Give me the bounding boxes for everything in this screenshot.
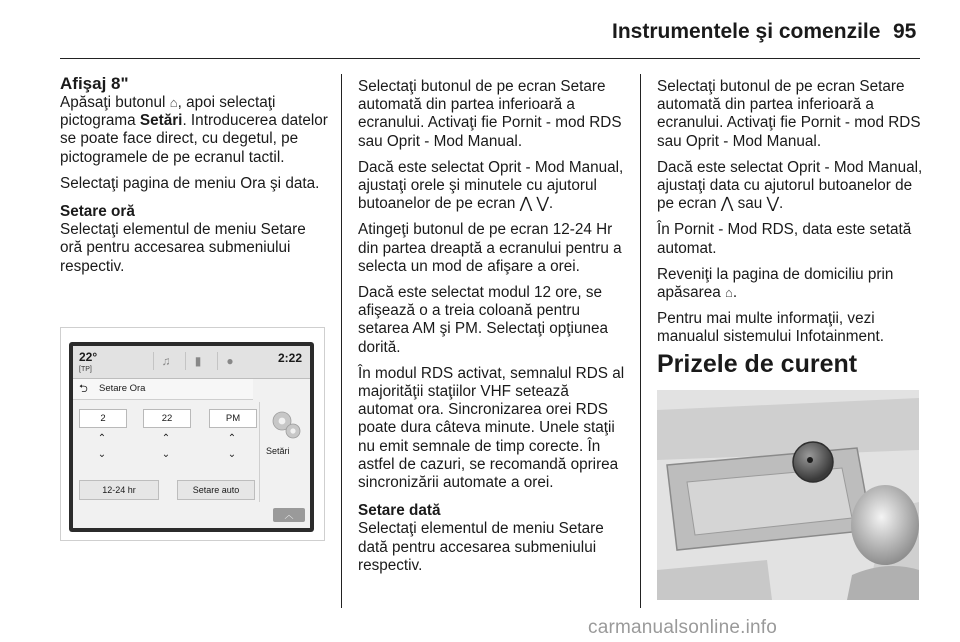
subheading-setare-ora: Setare oră bbox=[60, 203, 135, 221]
paragraph: Selectaţi pagina de meniu Ora şi data. bbox=[60, 174, 320, 192]
back-icon[interactable]: ⮌ bbox=[79, 383, 88, 395]
page-number: 95 bbox=[893, 20, 917, 43]
section-heading-prizele: Prizele de curent bbox=[657, 350, 858, 378]
page-header-title: Instrumentele şi comenzile bbox=[612, 20, 881, 43]
paragraph: Dacă este selectat Oprit - Mod Manual, ajustaţi data cu ajutorul butoanelor de pe ecran ⋀ sau ⋁. bbox=[657, 158, 923, 213]
ampm-down-button[interactable]: ⌄ bbox=[227, 449, 237, 460]
home-icon: ⌂ bbox=[169, 95, 178, 110]
paragraph bbox=[60, 94, 328, 167]
display-screen bbox=[73, 346, 310, 528]
12-24-hr-button[interactable]: 12-24 hr bbox=[79, 480, 159, 500]
phone-icon[interactable]: ▮ bbox=[185, 352, 210, 370]
section-heading-display: Afişaj 8" bbox=[60, 74, 129, 93]
text: Apăsaţi butonul bbox=[60, 94, 166, 111]
text: . Introducerea datelor se poate face direct, cu degetul, pe pictogramele de pe ecranul tactil. bbox=[60, 112, 328, 166]
gears-icon[interactable] bbox=[269, 408, 303, 442]
ampm-up-button[interactable]: ⌃ bbox=[227, 433, 237, 444]
settings-icon[interactable]: ● bbox=[217, 352, 242, 370]
paragraph bbox=[657, 266, 927, 302]
paragraph: Selectaţi butonul de pe ecran Setare automată din partea inferioară a ecranului. Activaţi fie Pornit - mod RDS sau Oprit - Mod Manual. bbox=[657, 78, 921, 150]
paragraph: Dacă este selectat Oprit - Mod Manual, ajustaţi orele şi minutele cu ajutorul butoanelor de pe ecran ⋀ ⋁. bbox=[358, 158, 624, 213]
header-rule bbox=[60, 58, 920, 59]
display-bezel bbox=[69, 342, 314, 532]
paragraph: Selectaţi butonul de pe ecran Setare automată din partea inferioară a ecranului. Activaţi fie Pornit - mod RDS sau Oprit - Mod Manual. bbox=[358, 78, 622, 150]
minute-value: 22 bbox=[143, 409, 191, 428]
home-icon: ⌂ bbox=[725, 285, 733, 301]
status-bar bbox=[73, 346, 310, 379]
column-2 bbox=[358, 78, 626, 583]
paragraph: Selectaţi elementul de meniu Setare dată pentru accesarea submeniului respectiv. bbox=[358, 520, 604, 574]
setare-auto-button[interactable]: Setare auto bbox=[177, 480, 255, 500]
setari-label: Setări bbox=[266, 446, 290, 456]
subheading-setare-data: Setare dată bbox=[358, 502, 441, 520]
temperature: 22° bbox=[79, 350, 98, 364]
divider bbox=[259, 402, 260, 502]
minute-down-button[interactable]: ⌄ bbox=[161, 449, 171, 460]
paragraph: Dacă este selectat modul 12 ore, se afişează o a treia coloană pentru setarea AM şi PM. Selectaţi opţiunea dorită. bbox=[358, 284, 608, 356]
hour-down-button[interactable]: ⌄ bbox=[97, 449, 107, 460]
column-1 bbox=[60, 74, 328, 284]
text-bold: Setări bbox=[139, 112, 183, 130]
minute-up-button[interactable]: ⌃ bbox=[161, 433, 171, 444]
hour-value: 2 bbox=[79, 409, 127, 428]
tp-indicator: [TP] bbox=[79, 366, 92, 373]
hour-up-button[interactable]: ⌃ bbox=[97, 433, 107, 444]
watermark: carmanualsonline.info bbox=[588, 617, 778, 638]
paragraph: Atingeţi butonul de pe ecran 12-24 Hr din partea dreaptă a ecranului pentru a selecta un mod de afişare a orei. bbox=[358, 221, 622, 275]
paragraph: În modul RDS activat, semnalul RDS al majorităţii staţiilor VHF setează automat ora. Sincronizarea orei RDS poate dura câteva minute. Unele staţii nu emit semnale de timp corecte. În astfel de cazuri, se recomandă oprirea sincronizării automate a orei. bbox=[358, 364, 625, 492]
screen-illustration bbox=[60, 327, 325, 541]
breadcrumb-label: Setare Ora bbox=[99, 383, 146, 394]
paragraph: În Pornit - Mod RDS, data este setată automat. bbox=[657, 221, 912, 257]
column-3 bbox=[657, 78, 927, 355]
text: . bbox=[732, 284, 738, 302]
column-separator bbox=[640, 74, 641, 608]
music-icon[interactable]: ♫ bbox=[153, 352, 178, 370]
collapse-button[interactable]: ︿ bbox=[273, 508, 305, 522]
paragraph: Selectaţi elementul de meniu Setare oră pentru accesarea submeniului respectiv. bbox=[60, 221, 306, 275]
column-separator bbox=[341, 74, 342, 608]
paragraph: Pentru mai multe informaţii, vezi manualul sistemului Infotainment. bbox=[657, 310, 885, 346]
text: , apoi selectaţi pictograma bbox=[60, 94, 276, 130]
clock-time: 2:22 bbox=[277, 351, 302, 365]
text: Reveniţi la pagina de domiciliu prin apăsarea bbox=[657, 265, 894, 302]
breadcrumb bbox=[73, 379, 253, 400]
power-outlet-photo bbox=[657, 390, 919, 600]
ampm-value: PM bbox=[209, 409, 257, 428]
